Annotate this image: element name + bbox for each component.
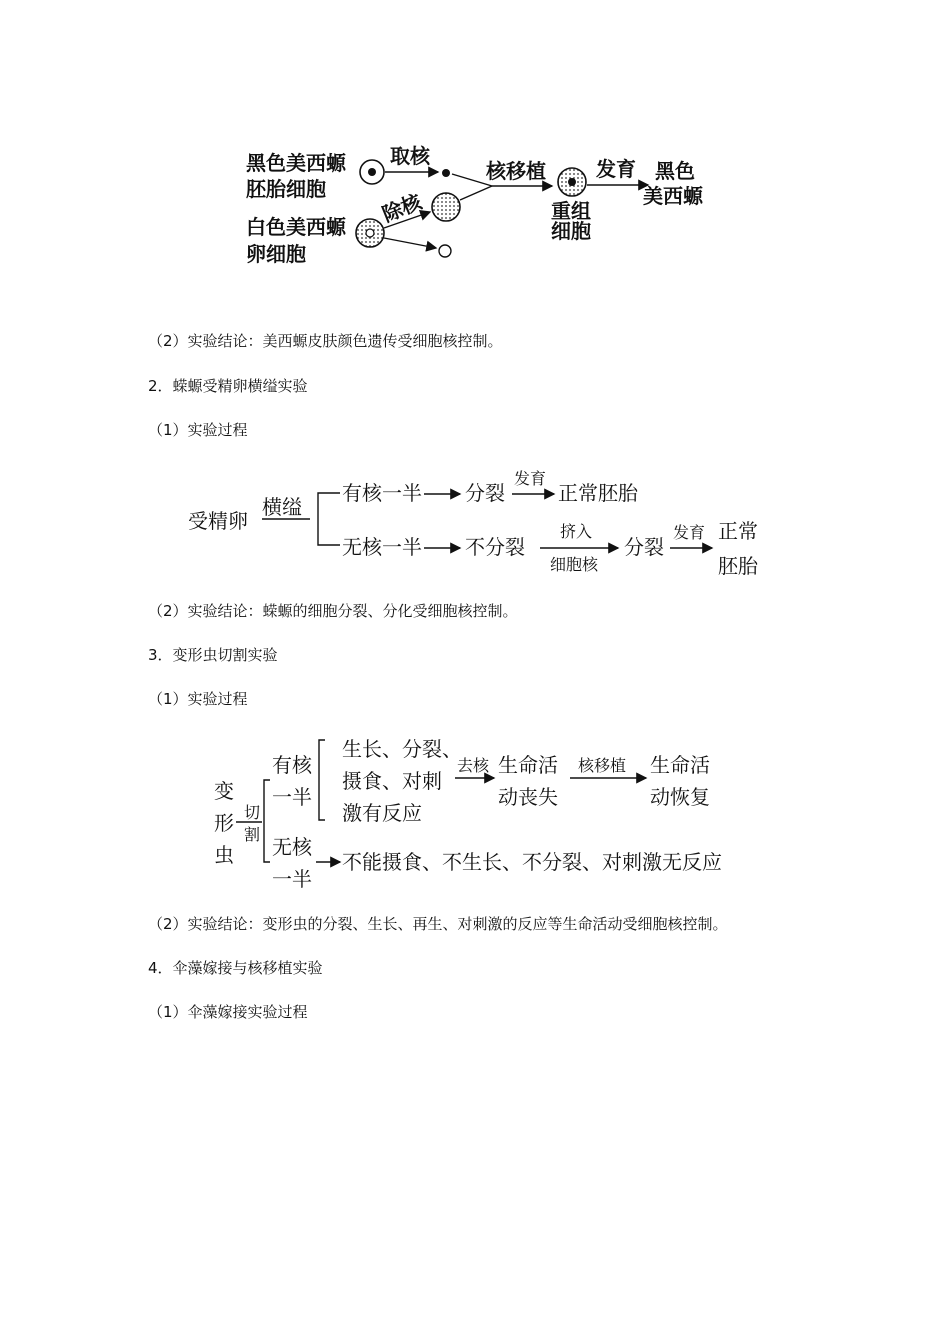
normal-embryo-bottom-2: 胚胎: [718, 554, 758, 578]
life-activity-2: 摄食、对刺: [342, 769, 442, 793]
transplant-label: 核移植: [486, 159, 546, 183]
top-develop-label: 发育: [514, 469, 547, 488]
black-salamander-result-2: 美西螈: [643, 184, 703, 208]
develop-label: 发育: [596, 157, 636, 181]
life-activity-1: 生长、分裂、: [342, 737, 462, 761]
subheading-grafting-process: （1）伞藻嫁接实验过程: [148, 1003, 308, 1021]
black-salamander-label-1: 黑色美西螈: [246, 151, 346, 175]
anucleate-half-1: 无核: [272, 835, 312, 859]
white-salamander-label-2: 卵细胞: [246, 242, 306, 266]
black-salamander-result-1: 黑色: [655, 159, 695, 183]
life-restored-2: 动恢复: [650, 785, 710, 809]
amoeba-char-2: 形: [214, 811, 234, 835]
constrict-label: 横缢: [262, 495, 302, 519]
nucleated-half-1: 有核: [272, 753, 312, 777]
bottom-divide-label: 分裂: [624, 535, 664, 559]
conclusion-amoeba: （2）实验结论：变形虫的分裂、生长、再生、对刺激的反应等生命活动受细胞核控制。: [148, 915, 728, 933]
heading-acetabularia-experiment: 4．伞藻嫁接与核移植实验: [148, 959, 323, 977]
subheading-newt-process: （1）实验过程: [148, 421, 248, 439]
cut-char-2: 割: [244, 825, 261, 844]
black-salamander-label-2: 胚胎细胞: [246, 177, 326, 201]
squeeze-in-label: 挤入: [560, 522, 593, 541]
nucleated-half-2: 一半: [272, 785, 312, 809]
remove-nucleus-label: 除核: [378, 189, 425, 227]
recombined-label-1: 重组: [551, 199, 591, 223]
cut-char-1: 切: [244, 803, 261, 822]
remove-nucleus-label: 去核: [457, 756, 490, 775]
white-salamander-label-1: 白色美西螈: [246, 215, 346, 239]
conclusion-salamander: （2）实验结论：美西螈皮肤颜色遗传受细胞核控制。: [148, 332, 503, 350]
no-divide-label: 不分裂: [465, 535, 525, 559]
top-divide-label: 分裂: [465, 481, 505, 505]
bottom-develop-label: 发育: [673, 523, 706, 542]
life-lost-2: 动丧失: [498, 785, 558, 809]
anucleate-result: 不能摄食、不生长、不分裂、对刺激无反应: [342, 850, 722, 874]
transplant-label: 核移植: [578, 756, 627, 775]
conclusion-newt: （2）实验结论：蝾螈的细胞分裂、分化受细胞核控制。: [148, 602, 518, 620]
life-activity-3: 激有反应: [342, 801, 422, 825]
take-nucleus-label: 取核: [390, 144, 430, 168]
life-restored-1: 生命活: [650, 753, 710, 777]
amoeba-char-1: 变: [214, 779, 234, 803]
normal-embryo-bottom-1: 正常: [718, 519, 758, 543]
nucleated-half-label: 有核一半: [342, 481, 422, 505]
amoeba-char-3: 虫: [214, 843, 234, 867]
fertilized-egg-label: 受精卵: [188, 509, 248, 533]
heading-amoeba-experiment: 3．变形虫切割实验: [148, 646, 278, 664]
normal-embryo-top-label: 正常胚胎: [558, 481, 638, 505]
heading-newt-experiment: 2．蝾螈受精卵横缢实验: [148, 377, 308, 395]
anucleate-half-2: 一半: [272, 867, 312, 891]
life-lost-1: 生命活: [498, 753, 558, 777]
recombined-label-2: 细胞: [551, 219, 591, 243]
subheading-amoeba-process: （1）实验过程: [148, 690, 248, 708]
cell-nucleus-label: 细胞核: [550, 555, 599, 574]
anucleate-half-label: 无核一半: [342, 535, 422, 559]
